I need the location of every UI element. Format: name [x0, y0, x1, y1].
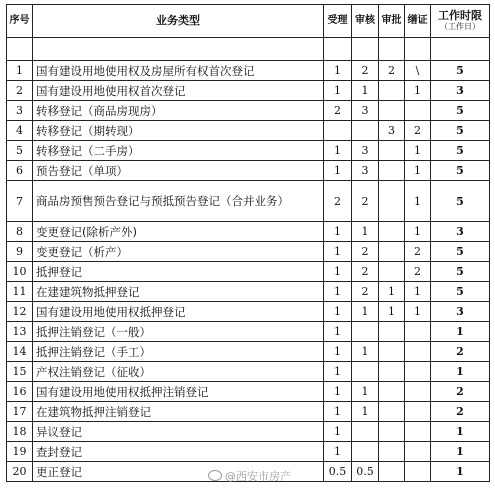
time-limit-cell: 3 [431, 222, 490, 242]
business-type-cell: 国有建设用地使用权抵押注销登记 [33, 382, 324, 402]
review-days-cell: 1 [352, 222, 379, 242]
row-number-cell: 3 [7, 101, 33, 121]
table-row [7, 322, 490, 342]
review-days-cell: 3 [352, 161, 379, 181]
time-limit-cell: 5 [431, 61, 490, 81]
time-limit-cell: 5 [431, 161, 490, 181]
review-days-cell: 1 [352, 402, 379, 422]
row-number-cell: 20 [7, 462, 33, 482]
approve-days-cell [379, 242, 405, 262]
certify-days-cell: 2 [405, 262, 431, 282]
row-number-cell: 12 [7, 302, 33, 322]
certify-days-cell: 2 [405, 242, 431, 262]
business-type-cell: 转移登记（商品房现房） [33, 101, 324, 121]
certify-days-cell: 1 [405, 161, 431, 181]
business-type-cell: 抵押注销登记（手工） [33, 342, 324, 362]
accept-days-cell: 1 [324, 342, 352, 362]
approve-days-cell [379, 442, 405, 462]
certify-days-cell: 1 [405, 222, 431, 242]
certify-days-cell [405, 462, 431, 482]
accept-days-cell: 1 [324, 302, 352, 322]
time-limit-cell: 5 [431, 282, 490, 302]
time-limit-cell: 2 [431, 342, 490, 362]
approve-days-cell [379, 382, 405, 402]
time-limit-cell: 1 [431, 422, 490, 442]
row-number-cell: 9 [7, 242, 33, 262]
accept-days-cell: 1 [324, 141, 352, 161]
blank-cell [379, 38, 405, 61]
accept-days-cell: 1 [324, 402, 352, 422]
table-row [7, 342, 490, 362]
business-type-cell: 抵押登记 [33, 262, 324, 282]
table-row [7, 302, 490, 322]
time-limit-cell: 5 [431, 181, 490, 222]
business-type-cell: 异议登记 [33, 422, 324, 442]
approve-days-cell [379, 81, 405, 101]
business-type-cell: 变更登记（析产） [33, 242, 324, 262]
row-number-cell: 15 [7, 362, 33, 382]
certify-days-cell: 1 [405, 141, 431, 161]
accept-days-cell: 1 [324, 362, 352, 382]
review-days-cell: 1 [352, 302, 379, 322]
table-row [7, 81, 490, 101]
time-limit-cell: 1 [431, 362, 490, 382]
approve-days-cell [379, 141, 405, 161]
time-limit-cell: 5 [431, 121, 490, 141]
row-number-cell: 7 [7, 181, 33, 222]
business-type-cell: 查封登记 [33, 442, 324, 462]
row-number-cell: 13 [7, 322, 33, 342]
header-approve: 审批 [379, 5, 405, 38]
review-days-cell [352, 322, 379, 342]
approve-days-cell [379, 362, 405, 382]
row-number-cell: 4 [7, 121, 33, 141]
table-row [7, 121, 490, 141]
watermark-text: @西安市房产 [225, 470, 291, 483]
approve-days-cell [379, 161, 405, 181]
row-number-cell: 6 [7, 161, 33, 181]
accept-days-cell: 1 [324, 322, 352, 342]
business-type-cell: 商品房预售预告登记与预抵预告登记（合并业务） [33, 181, 324, 222]
business-type-cell: 预告登记（单项） [33, 161, 324, 181]
time-limit-cell: 5 [431, 141, 490, 161]
accept-days-cell: 1 [324, 61, 352, 81]
blank-cell [405, 38, 431, 61]
review-days-cell: 2 [352, 61, 379, 81]
header-no: 序号 [7, 5, 33, 38]
row-number-cell: 1 [7, 61, 33, 81]
certify-days-cell: 1 [405, 282, 431, 302]
review-days-cell [352, 422, 379, 442]
business-time-limit-table [6, 4, 490, 482]
accept-days-cell: 1 [324, 422, 352, 442]
table-row [7, 61, 490, 81]
table-row [7, 262, 490, 282]
blank-cell [431, 38, 490, 61]
approve-days-cell [379, 422, 405, 442]
row-number-cell: 5 [7, 141, 33, 161]
accept-days-cell: 0.5 [324, 462, 352, 482]
header-accept: 受理 [324, 5, 352, 38]
business-type-cell: 在建建筑物抵押登记 [33, 282, 324, 302]
accept-days-cell: 1 [324, 81, 352, 101]
certify-days-cell: 1 [405, 81, 431, 101]
business-type-cell: 国有建设用地使用权首次登记 [33, 81, 324, 101]
certify-days-cell: 2 [405, 121, 431, 141]
header-time-limit-label: 工作时限 [438, 9, 482, 22]
table-row [7, 402, 490, 422]
certify-days-cell [405, 422, 431, 442]
header-time-limit-unit: （工作日） [440, 22, 480, 31]
business-type-cell: 在建筑物抵押注销登记 [33, 402, 324, 422]
blank-cell [352, 38, 379, 61]
header-time-limit [431, 5, 490, 38]
certify-days-cell [405, 342, 431, 362]
row-number-cell: 18 [7, 422, 33, 442]
certify-days-cell [405, 322, 431, 342]
table-row [7, 422, 490, 442]
time-limit-cell: 5 [431, 262, 490, 282]
accept-days-cell: 1 [324, 282, 352, 302]
time-limit-cell: 5 [431, 242, 490, 262]
review-days-cell [352, 362, 379, 382]
row-number-cell: 16 [7, 382, 33, 402]
watermark [208, 468, 291, 484]
table-row [7, 242, 490, 262]
certify-days-cell [405, 101, 431, 121]
certify-days-cell [405, 442, 431, 462]
accept-days-cell: 1 [324, 262, 352, 282]
time-limit-cell: 2 [431, 402, 490, 422]
table-row [7, 141, 490, 161]
business-type-cell: 更正登记 [33, 462, 324, 482]
time-limit-cell: 1 [431, 322, 490, 342]
approve-days-cell [379, 222, 405, 242]
table-row [7, 442, 490, 462]
business-type-cell: 变更登记(除析产外) [33, 222, 324, 242]
row-number-cell: 19 [7, 442, 33, 462]
row-number-cell: 14 [7, 342, 33, 362]
table-header-row [7, 5, 490, 38]
accept-days-cell [324, 121, 352, 141]
review-days-cell: 2 [352, 262, 379, 282]
review-days-cell: 1 [352, 342, 379, 362]
blank-cell [7, 38, 33, 61]
table-row [7, 282, 490, 302]
review-days-cell: 3 [352, 141, 379, 161]
review-days-cell: 2 [352, 181, 379, 222]
approve-days-cell [379, 181, 405, 222]
business-type-cell: 产权注销登记（征收） [33, 362, 324, 382]
time-limit-cell: 3 [431, 81, 490, 101]
table-row [7, 382, 490, 402]
business-type-cell: 国有建设用地使用权抵押登记 [33, 302, 324, 322]
approve-days-cell: 1 [379, 282, 405, 302]
review-days-cell [352, 442, 379, 462]
accept-days-cell: 1 [324, 222, 352, 242]
row-number-cell: 8 [7, 222, 33, 242]
table-row [7, 181, 490, 222]
blank-cell [33, 38, 324, 61]
table-row [7, 362, 490, 382]
accept-days-cell: 2 [324, 181, 352, 222]
business-type-cell: 转移登记（二手房） [33, 141, 324, 161]
business-type-cell: 国有建设用地使用权及房屋所有权首次登记 [33, 61, 324, 81]
blank-row [7, 38, 490, 61]
certify-days-cell [405, 382, 431, 402]
time-limit-cell: 5 [431, 101, 490, 121]
approve-days-cell [379, 342, 405, 362]
approve-days-cell [379, 101, 405, 121]
header-certify: 缮证 [405, 5, 431, 38]
certify-days-cell: \ [405, 61, 431, 81]
review-days-cell: 2 [352, 242, 379, 262]
review-days-cell [352, 121, 379, 141]
accept-days-cell: 1 [324, 161, 352, 181]
approve-days-cell: 1 [379, 302, 405, 322]
header-business-type: 业务类型 [33, 5, 324, 38]
review-days-cell: 0.5 [352, 462, 379, 482]
certify-days-cell: 1 [405, 302, 431, 322]
approve-days-cell: 3 [379, 121, 405, 141]
review-days-cell: 1 [352, 382, 379, 402]
business-type-cell: 抵押注销登记（一般） [33, 322, 324, 342]
review-days-cell: 2 [352, 282, 379, 302]
row-number-cell: 17 [7, 402, 33, 422]
accept-days-cell: 1 [324, 242, 352, 262]
blank-cell [324, 38, 352, 61]
header-review: 审核 [352, 5, 379, 38]
approve-days-cell [379, 322, 405, 342]
review-days-cell: 3 [352, 101, 379, 121]
accept-days-cell: 2 [324, 101, 352, 121]
table-row [7, 101, 490, 121]
time-limit-cell: 3 [431, 302, 490, 322]
approve-days-cell [379, 402, 405, 422]
table-row [7, 161, 490, 181]
business-type-cell: 转移登记（期转现） [33, 121, 324, 141]
certify-days-cell: 1 [405, 181, 431, 222]
row-number-cell: 11 [7, 282, 33, 302]
time-limit-cell: 1 [431, 442, 490, 462]
table-row [7, 222, 490, 242]
row-number-cell: 10 [7, 262, 33, 282]
accept-days-cell: 1 [324, 382, 352, 402]
weibo-logo-icon [208, 470, 222, 481]
approve-days-cell: 2 [379, 61, 405, 81]
time-limit-cell: 2 [431, 382, 490, 402]
certify-days-cell [405, 362, 431, 382]
row-number-cell: 2 [7, 81, 33, 101]
certify-days-cell [405, 402, 431, 422]
approve-days-cell [379, 262, 405, 282]
review-days-cell: 1 [352, 81, 379, 101]
time-limit-cell: 1 [431, 462, 490, 482]
approve-days-cell [379, 462, 405, 482]
accept-days-cell: 1 [324, 442, 352, 462]
